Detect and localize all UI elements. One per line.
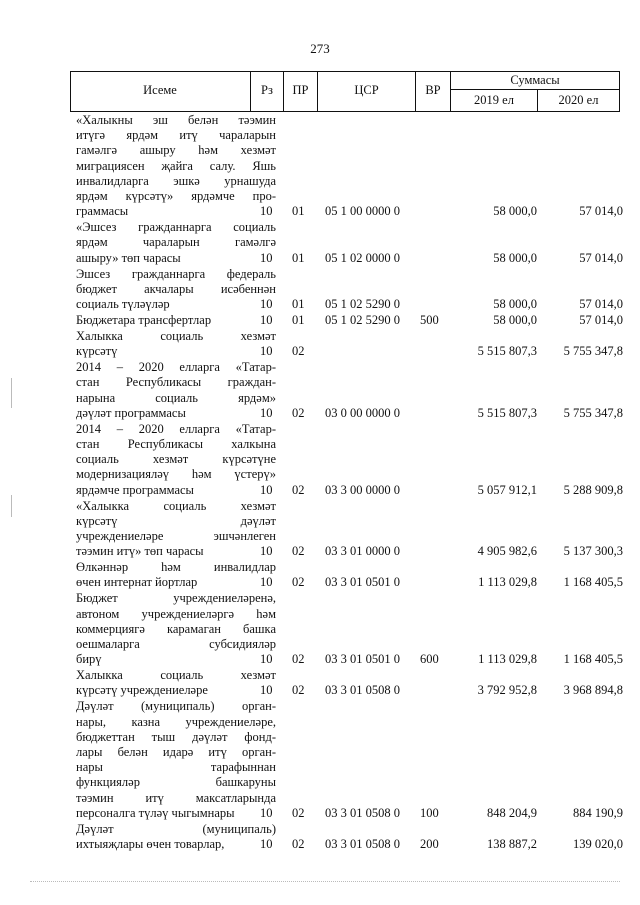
cell-rz: 10 bbox=[260, 250, 273, 265]
row-name-line: нары тарафыннан bbox=[76, 760, 276, 775]
row-name-line: оешмаларга субсидияләр bbox=[76, 636, 276, 651]
row-name bbox=[76, 822, 276, 852]
cell-y2020: 5 137 300,3 bbox=[563, 544, 623, 559]
header-csr: ЦСР bbox=[354, 83, 379, 97]
cell-csr: 03 3 01 0000 0 bbox=[325, 544, 400, 559]
cell-rz: 10 bbox=[260, 296, 273, 311]
header-amounts-divider bbox=[450, 89, 620, 90]
cell-rz: 10 bbox=[260, 652, 273, 667]
table-row bbox=[0, 329, 640, 359]
row-name-line: итүгә ярдәм итү чараларын bbox=[76, 128, 276, 143]
cell-csr: 03 3 01 0501 0 bbox=[325, 652, 400, 667]
row-name-line: стан Республикасы граждан- bbox=[76, 375, 276, 390]
row-name-line: социаль хезмәт күрсәтүне bbox=[76, 452, 276, 467]
cell-csr: 03 3 01 0508 0 bbox=[325, 805, 400, 820]
table-row bbox=[0, 699, 640, 821]
row-name bbox=[76, 668, 276, 698]
cell-pr: 02 bbox=[292, 836, 305, 851]
row-name-line: Халыкка социаль хезмәт bbox=[76, 668, 276, 683]
cell-vr: 600 bbox=[420, 652, 439, 667]
cell-y2020: 884 190,9 bbox=[573, 805, 623, 820]
row-name bbox=[76, 591, 276, 667]
cell-rz: 10 bbox=[260, 836, 273, 851]
cell-pr: 02 bbox=[292, 405, 305, 420]
table-row bbox=[0, 113, 640, 219]
cell-y2020: 5 755 347,8 bbox=[563, 344, 623, 359]
row-name-line: Өлкәннәр һәм инвалидлар bbox=[76, 560, 276, 575]
row-name-line: инвалидларга эшкә урнашуда bbox=[76, 173, 276, 188]
row-name bbox=[76, 560, 276, 590]
cell-y2019: 58 000,0 bbox=[493, 296, 537, 311]
cell-csr: 03 3 00 0000 0 bbox=[325, 482, 400, 497]
row-name-line: ярдәм күрсәтү» ярдәмче про- bbox=[76, 188, 276, 203]
table-row bbox=[0, 560, 640, 590]
cell-y2019: 138 887,2 bbox=[487, 836, 537, 851]
row-name-line: нарына социаль ярдәм» bbox=[76, 390, 276, 405]
cell-csr: 03 0 00 0000 0 bbox=[325, 405, 400, 420]
row-name-line: ихтыяҗлары өчен товарлар, bbox=[76, 836, 225, 851]
row-name-line: стан Республикасы халкына bbox=[76, 436, 276, 451]
cell-y2019: 3 792 952,8 bbox=[477, 683, 537, 698]
cell-y2019: 5 515 807,3 bbox=[477, 405, 537, 420]
cell-pr: 01 bbox=[292, 204, 305, 219]
row-name-line: Бюджет учреждениеләренә, bbox=[76, 591, 276, 606]
cell-pr: 02 bbox=[292, 683, 305, 698]
row-name-line: дәүләт программасы bbox=[76, 405, 186, 420]
row-name-line: тәэмин итү» төп чарасы bbox=[76, 544, 204, 559]
cell-vr: 100 bbox=[420, 805, 439, 820]
row-name-line: автоном учреждениеләргә һәм bbox=[76, 606, 276, 621]
table-row bbox=[0, 313, 640, 328]
cell-csr: 03 3 01 0508 0 bbox=[325, 683, 400, 698]
cell-y2020: 57 014,0 bbox=[579, 204, 623, 219]
cell-pr: 01 bbox=[292, 296, 305, 311]
row-name-line: күрсәтү bbox=[76, 344, 118, 359]
row-name-line: бюджет акчалары исәбеннән bbox=[76, 281, 276, 296]
cell-y2019: 5 515 807,3 bbox=[477, 344, 537, 359]
cell-pr: 02 bbox=[292, 344, 305, 359]
cell-y2019: 4 905 982,6 bbox=[477, 544, 537, 559]
cell-csr: 05 1 00 0000 0 bbox=[325, 204, 400, 219]
cell-rz: 10 bbox=[260, 204, 273, 219]
cell-y2019: 5 057 912,1 bbox=[477, 482, 537, 497]
cell-rz: 10 bbox=[260, 482, 273, 497]
row-name-line: лары белән идарә итү орган- bbox=[76, 744, 276, 759]
cell-pr: 02 bbox=[292, 575, 305, 590]
cell-y2020: 3 968 894,8 bbox=[563, 683, 623, 698]
cell-y2019: 58 000,0 bbox=[493, 204, 537, 219]
cell-pr: 02 bbox=[292, 805, 305, 820]
row-name bbox=[76, 220, 276, 266]
row-name bbox=[76, 360, 276, 421]
row-name-line: Халыкка социаль хезмәт bbox=[76, 329, 276, 343]
header-top-border bbox=[70, 71, 620, 72]
cell-vr: 200 bbox=[420, 836, 439, 851]
cell-y2020: 57 014,0 bbox=[579, 250, 623, 265]
table-row bbox=[0, 591, 640, 667]
cell-vr: 500 bbox=[420, 313, 439, 327]
row-name-line: Эшсез гражданнарга федераль bbox=[76, 266, 276, 281]
header-pr: ПР bbox=[292, 83, 309, 97]
row-name bbox=[76, 422, 276, 498]
row-name-line: Бюджетара трансфертлар bbox=[76, 313, 212, 327]
cell-rz: 10 bbox=[260, 805, 273, 820]
header-year-2020: 2020 ел bbox=[558, 93, 599, 107]
header-amounts: Суммасы bbox=[510, 73, 560, 87]
cell-y2019: 1 113 029,8 bbox=[478, 652, 537, 667]
row-name-line: нары, казна учреждениеләре, bbox=[76, 714, 276, 729]
cell-y2019: 58 000,0 bbox=[493, 250, 537, 265]
scan-footer-line bbox=[30, 881, 620, 882]
cell-csr: 03 3 01 0508 0 bbox=[325, 836, 400, 851]
cell-y2020: 139 020,0 bbox=[573, 836, 623, 851]
row-name bbox=[76, 699, 276, 821]
row-name-line: модернизацияләү һәм үстерү» bbox=[76, 467, 276, 482]
row-name-line: учреждениеләре эшчәнлеген bbox=[76, 528, 276, 543]
header-rz: Рз bbox=[261, 83, 273, 97]
header-vr: ВР bbox=[425, 83, 441, 97]
row-name-line: күрсәтү учреждениеләре bbox=[76, 683, 208, 698]
row-name-line: персоналга түләү чыгымнары bbox=[76, 805, 235, 820]
row-name-line: социаль түләүләр bbox=[76, 296, 170, 311]
row-name-line: гамәлгә ашыру һәм хезмәт bbox=[76, 143, 276, 158]
row-name bbox=[76, 329, 276, 359]
row-name-line: ярдәм чараларын гамәлгә bbox=[76, 235, 276, 250]
cell-rz: 10 bbox=[260, 575, 273, 590]
table-row bbox=[0, 360, 640, 421]
cell-rz: 10 bbox=[260, 544, 273, 559]
cell-y2020: 5 288 909,8 bbox=[563, 482, 623, 497]
row-name-line: Дәүләт (муниципаль) орган- bbox=[76, 699, 276, 714]
table-row bbox=[0, 267, 640, 313]
cell-pr: 02 bbox=[292, 482, 305, 497]
row-name-line: Дәүләт (муниципаль) bbox=[76, 821, 276, 836]
header-border-right bbox=[619, 71, 620, 112]
row-name bbox=[76, 499, 276, 560]
cell-y2020: 57 014,0 bbox=[579, 296, 623, 311]
table-row bbox=[0, 822, 640, 852]
table-row bbox=[0, 422, 640, 498]
row-name-line: функцияләр башкаруны bbox=[76, 775, 276, 790]
page-number: 273 bbox=[310, 41, 330, 56]
row-name-line: өчен интернат йортлар bbox=[76, 575, 198, 590]
header-name: Исеме bbox=[143, 83, 177, 97]
cell-y2019: 848 204,9 bbox=[487, 805, 537, 820]
row-name-line: ашыру» төп чарасы bbox=[76, 250, 181, 265]
cell-rz: 10 bbox=[260, 405, 273, 420]
row-name-line: бирү bbox=[76, 652, 102, 667]
cell-pr: 01 bbox=[292, 313, 305, 327]
cell-csr: 05 1 02 5290 0 bbox=[325, 296, 400, 311]
row-name-line: «Халыкны эш белән тәэмин bbox=[76, 113, 276, 127]
row-name-line: «Халыкка социаль хезмәт bbox=[76, 498, 276, 513]
row-name-line: миграциясен җайга салу. Яшь bbox=[76, 158, 276, 173]
cell-y2020: 1 168 405,5 bbox=[563, 652, 623, 667]
cell-rz: 10 bbox=[260, 313, 273, 327]
row-name-line: күрсәтү дәүләт bbox=[76, 513, 276, 528]
table-row bbox=[0, 668, 640, 698]
row-name-line: 2014 – 2020 елларга «Татар- bbox=[76, 421, 276, 436]
cell-csr: 05 1 02 0000 0 bbox=[325, 250, 400, 265]
table-header bbox=[70, 71, 620, 112]
cell-y2019: 58 000,0 bbox=[493, 313, 537, 327]
cell-pr: 02 bbox=[292, 544, 305, 559]
row-name-line: тәэмин итү максатларында bbox=[76, 790, 276, 805]
cell-y2019: 1 113 029,8 bbox=[478, 575, 537, 590]
cell-rz: 10 bbox=[260, 344, 273, 359]
scan-mark bbox=[11, 378, 12, 408]
row-name-line: 2014 – 2020 елларга «Татар- bbox=[76, 360, 276, 375]
table-row bbox=[0, 220, 640, 266]
row-name-line: «Эшсез гражданнарга социаль bbox=[76, 220, 276, 235]
row-name-line: ярдәмче программасы bbox=[76, 482, 194, 497]
row-name bbox=[76, 267, 276, 313]
scan-mark bbox=[11, 495, 12, 517]
cell-y2020: 1 168 405,5 bbox=[563, 575, 623, 590]
cell-pr: 01 bbox=[292, 250, 305, 265]
row-name bbox=[76, 313, 276, 328]
table-row bbox=[0, 499, 640, 560]
header-year-2019: 2019 ел bbox=[474, 93, 514, 107]
cell-y2020: 57 014,0 bbox=[579, 313, 623, 327]
row-name bbox=[76, 113, 276, 219]
row-name-line: бюджеттан тыш дәүләт фонд- bbox=[76, 729, 276, 744]
row-name-line: граммасы bbox=[76, 204, 129, 219]
cell-csr: 03 3 01 0501 0 bbox=[325, 575, 400, 590]
cell-rz: 10 bbox=[260, 683, 273, 698]
cell-pr: 02 bbox=[292, 652, 305, 667]
cell-csr: 05 1 02 5290 0 bbox=[325, 313, 400, 327]
row-name-line: коммерциягә карамаган башка bbox=[76, 621, 276, 636]
cell-y2020: 5 755 347,8 bbox=[563, 405, 623, 420]
